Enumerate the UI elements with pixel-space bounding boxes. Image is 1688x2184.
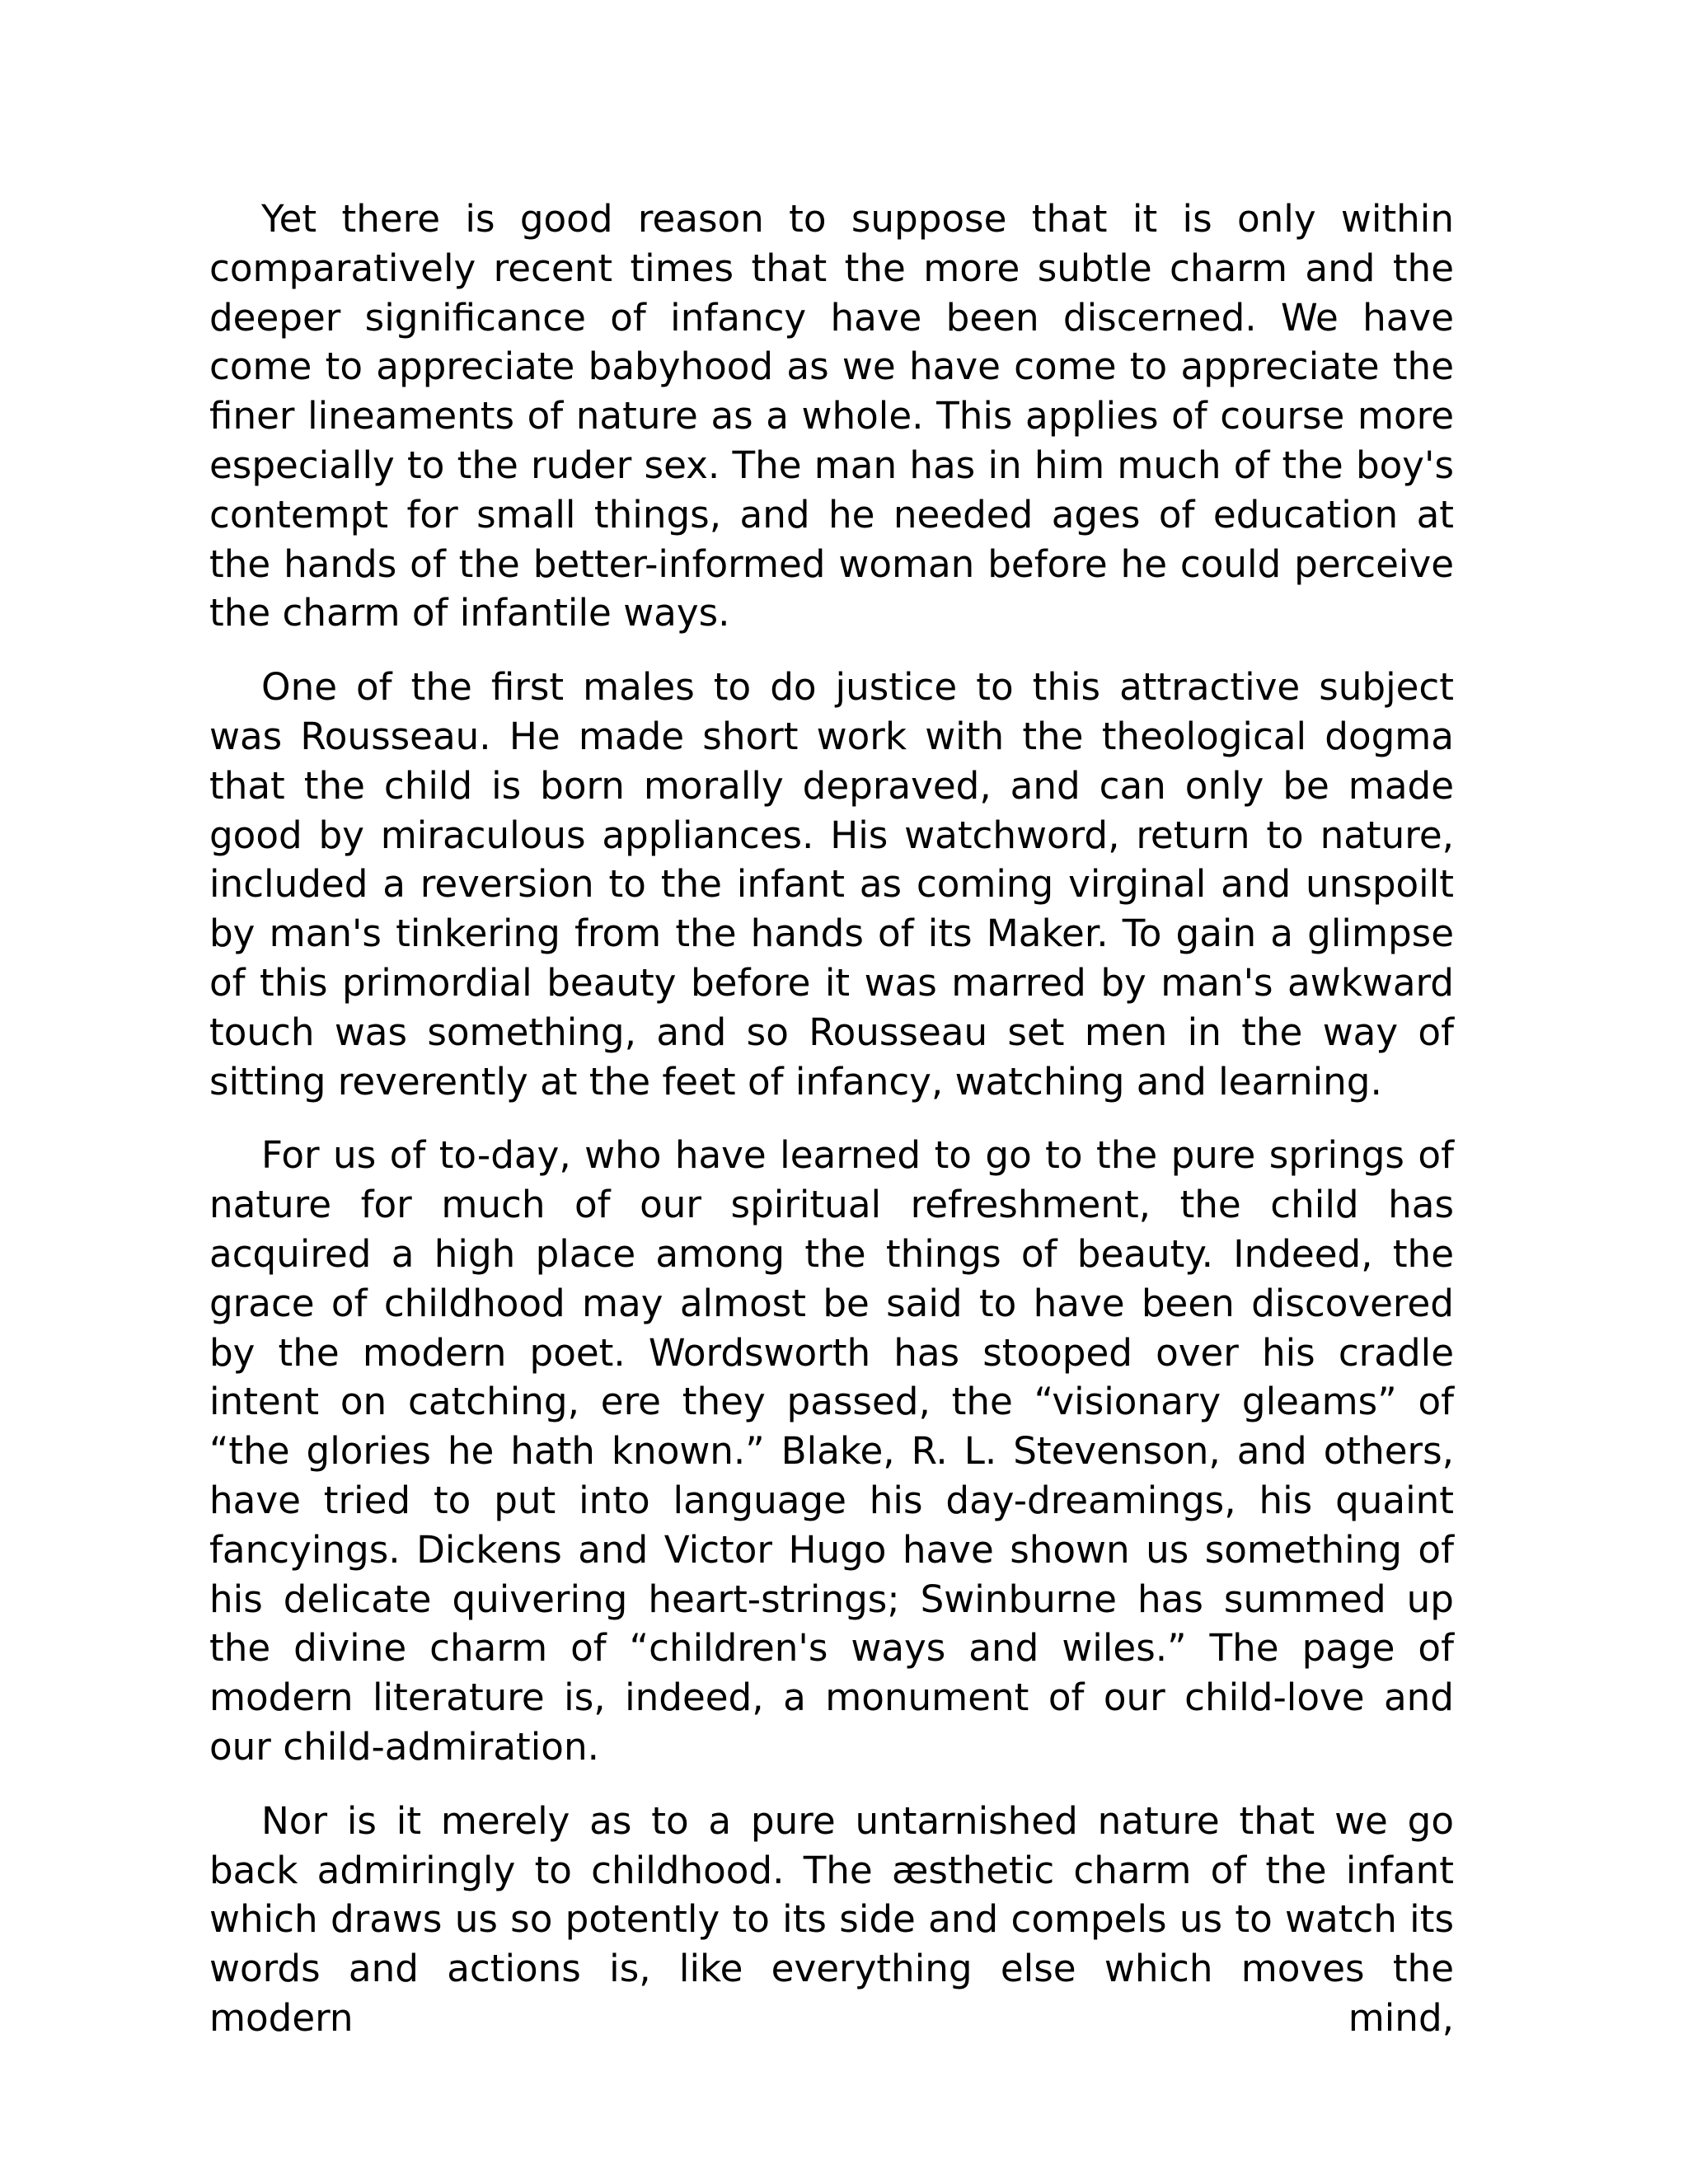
paragraph-4: Nor is it merely as to a pure untarnished nature that we go back admiringly to childhood. The æsthetic charm of the infant which draws us so potently to its side and compels us to watch its words and actions is, like everything else which moves the modern mind, bbox=[209, 1798, 1454, 2040]
paragraph-3: For us of to-day, who have learned to go to the pure springs of nature for much of our spiritual refreshment, the child has acquired a high place among the things of beauty. Indeed, the grace of childhood may almost be said to have been discovered by the modern poet. Wordsworth has stooped over his cradle intent on catching, ere they passed, the “visionary gleams” of “the glories he hath known.” Blake, R. L. Stevenson, and others, have tried to put into language his day-dreamings, his quaint fancyings. Dickens and Victor Hugo have shown us something of his delicate quivering heart-strings; Swinburne has summed up the divine charm of “children's ways and wiles.” The page of modern literature is, indeed, a monument of our child-love and our child-admiration. bbox=[209, 1133, 1454, 1769]
paragraph-2: One of the first males to do justice to this attractive subject was Rousseau. He made short work with the theological dogma that the child is born morally depraved, and can only be made good by miraculous appliances. His watchword, return to nature, included a reversion to the infant as coming virginal and unspoilt by man's tinkering from the hands of its Maker. To gain a glimpse of this primordial beauty before it was marred by man's awkward touch was something, and so Rousseau set men in the way of sitting reverently at the feet of infancy, watching and learning. bbox=[209, 665, 1454, 1104]
document-page bbox=[209, 194, 1454, 2068]
paragraph-1: Yet there is good reason to suppose that it is only within comparatively recent times that the more subtle charm and the deeper significance of infancy have been discerned. We have come to appreciate babyhood as we have come to appreciate the finer lineaments of nature as a whole. This applies of course more especially to the ruder sex. The man has in him much of the boy's contempt for small things, and he needed ages of education at the hands of the better-informed woman before he could perceive the charm of infantile ways. bbox=[209, 197, 1454, 635]
